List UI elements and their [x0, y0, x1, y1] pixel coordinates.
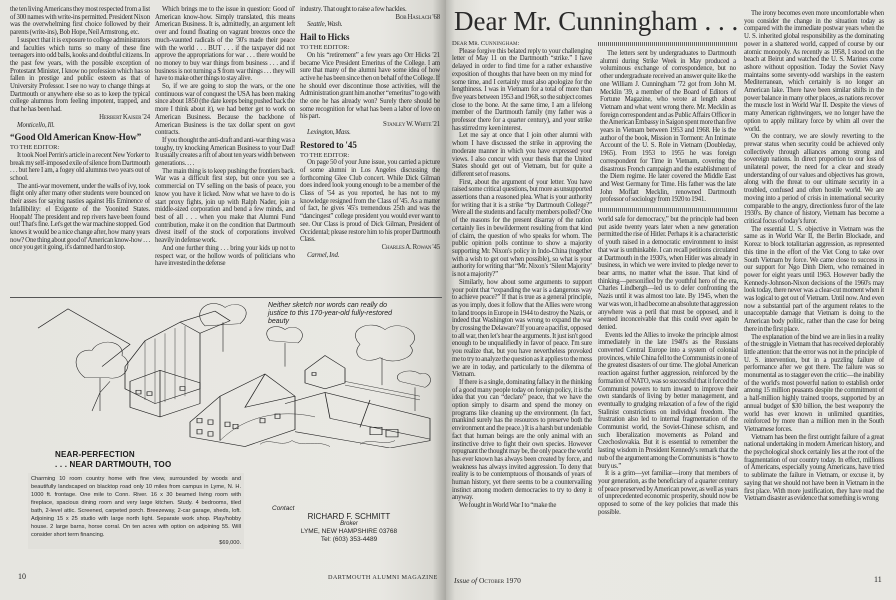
article-paragraph: The essential U. S. objective in Vietnam was the same as in World War II, the Berlin Blockade, and Korea: to block totalitarian aggression, as represented this time in the effort of the Viet Cong to take over South Vietnam by force. We came close to success in our support for Ngo Dinh Diem, who remained in power for eight years until 1963. However badly the Kennedy-Johnson-Nixon decisions of the 1960's may look today, there never was a clear-cut moment when it was logical to get out of Vietnam. Until now. And even now a substantial part of the argument relates to the unacceptable damage that Vietnam is doing to the American body politic, rather than the case for being there in the first place.: [744, 225, 884, 333]
ad-headline: [55, 450, 171, 469]
main-house: [190, 374, 295, 447]
article-paragraph: We fought in World War I to “make the: [459, 502, 557, 510]
page-number-right: 11: [874, 575, 882, 584]
article-paragraph: First, about the argument of your letter. You have raised some critical questions, but more as unsupported assertions than a reasoned plea. What is your authority for writing that it is a strike “by Dartmouth College?” Were all the students and faculty members polled? One of the reasons for the present disarray of the nation certainly lies in bewilderment resulting from that kind of claim, the question of who speaks for whom. The public opinion polls continue to show a majority supporting Mr. Nixon's policy in Indo-China (together with a wish to get out when possible), so what is your authority for writing that “Mr. Nixon's ‘Silent Majority’ is not a majority?”: [452, 178, 592, 279]
ad-body-text: Charming 10 room country home with fine view, surrounded by woods and beautifully landscaped on blacktop road only 10 miles from campus in Lyme, N. H. 1000 ft. frontage. One mile to Conn. River. 16 x 30 beamed living room with fireplace, spacious dining room and very large kitchen. Study. 4 bedrooms, tiled bath, 2-level attic. Screened, carpeted porch. Breezeway, 2-car garage, sheds, loft. Adjoining 15 x 25 studio with large north light. Separate work shop. Play/hobby house. 2 large barns, horse corral. On ten acres with option on adjoining 55. Will consider short term financing.: [31, 476, 241, 538]
left-page: [0, 0, 446, 600]
contact-label: Contact: [272, 505, 295, 512]
letter-paragraph: industry. That ought to raise a few hackles.: [300, 6, 407, 13]
letter-place: Carmel, Ind.: [307, 251, 340, 259]
salutation: Dear Mr. Cunningham:: [452, 40, 520, 47]
editor-intro-box: [598, 42, 738, 212]
right-page: [446, 0, 896, 600]
ad-tagline: Neither sketch nor words can really do justice to this 170-year-old fully-restored beauty: [268, 302, 392, 325]
letter-heading: Hail to Hicks: [300, 32, 350, 43]
article-paragraph: Similarly, how about some arguments to support your point that “expanding the war is a dangerous way to achieve peace?” If that is true as a general principle, as you imply, does it follow that the Allies were wrong to land troops in Europe in 1944 to destroy the Nazis, or indeed that Washington was wrong to expand the war by crossing the Delaware? If you are a pacifist, opposed to all war, then let's hear the arguments. It just isn't good enough to be unqualifiedly in favor of peace. I'm sure you realize that, but you have nevertheless provoked me to try to analyze the question as it applies to the mess we are in today, and particularly to the dilemma of Vietnam.: [452, 278, 592, 379]
letter-paragraph: If you thought the anti-draft and anti-war thing was a toughy, try knocking American Business to your Dad! It usually creates a rift of about ten years width between generations. . . .: [155, 136, 295, 168]
letter-signature: Stanley W. White '21: [382, 121, 440, 129]
intro-text: The letters sent by undergraduates to Dartmouth alumni during Strike Week in May produced a voluminous exchange of correspondence, but no other undergraduate received an answer quite like the one William J. Cunningham '72 got from John M. Mecklin '39, a member of the Board of Editors of Fortune Magazine, who wrote at length about Vietnam and what went wrong there. Mr. Mecklin as foreign correspondent and as Public Affairs Officer in the American Embassy in Saigon spent more than five years in Vietnam between 1953 and 1968. He is the author of the book, Mission in Torment: An Intimate Account of the U. S. Role in Vietnam (Doubleday, 1965). From 1953 to 1955 he was foreign correspondent for Time in Vietnam, covering the disastrous French campaign and the establishment of the Diem regime. He later covered the Middle East and West Germany for Time. His father was the late John Moffatt Mecklin, renowned Dartmouth professor of sociology from 1920 to 1941.: [600, 50, 736, 204]
page-number-left: 10: [18, 572, 26, 581]
letters-column-1: [10, 6, 150, 293]
letter-paragraph: the ten living Americans they most respected from a list of 300 names with write-ins permitted. President Nixon was the overwhelming first choice followed by their parents (write-ins), Bob Hope, Neil Armstrong, etc.: [10, 6, 150, 37]
letter-paragraph: The main thing is to keep pushing the frontiers back. War was a difficult first step, but once you see a commercial on TV selling on the basis of peace, you know you have it licked. Now what we have to do is start proxy fights, join up with Ralph Nader, join a middle-sized corporation and bend a few minds, and best of all . . . when you make that Alumni Fund contribution, make it on the condition that Dartmouth divest itself of the stock of corporations involved heavily in defense work.: [155, 167, 295, 245]
article-column-b: [598, 42, 738, 570]
ad-description: [28, 473, 244, 549]
article-column-c: [744, 10, 884, 570]
box-top-rule: [598, 42, 738, 46]
broker-title: Broker: [340, 521, 358, 527]
article-title: Dear Mr. Cunningham . . .: [454, 6, 739, 36]
article-paragraph: world safe for democracy,” but the principle had been put aside twenty years later when a new generation permitted the rise of Hitler. Perhaps it is a characteristic of youth raised in a democratic environment to insist that war is unthinkable. I can recall petitions circulated at Dartmouth in the 1930's, when Hitler was already in business, in which we were invited to pledge never to bear arms, no matter what the issue. That kind of thinking—personified by the youthful hero of the era, Charles Lindbergh—led us to defer confronting the Nazis until it was almost too late. By 1945, when the war was won, it had become an absolute that aggression anywhere was a peril that must be opposed, and it seemed inconceivable that this could ever again be denied.: [598, 216, 738, 331]
ell-and-garage: [285, 393, 430, 449]
ad-price: $69,000.: [219, 540, 241, 546]
article-paragraph: Let me say at once that I join other alumni with whom I have discussed the strike in approving the moderate manner in which you have expressed your views. I also concur with your thesis that the United States should get out of Vietnam, but for quite a different set of reasons.: [452, 132, 592, 178]
letter-heading: Restored to '45: [300, 139, 357, 150]
issue-label: Issue of: [454, 576, 478, 585]
article-paragraph: Events led the Allies to invoke the principle almost immediately in the late 1940's as the Russians converted Central Europe into a system of colonial provinces, while China fell to the Communists in one of the greatest disasters of our time. The global American reaction against further aggression, reinforced by the formation of NATO, was so successful that it forced the Communist powers to turn inward to improve their own standards of living by better management, and eventually to grudging relaxation of a few of the rigid Stalinist constrictions on individual freedom. The frustration also led to internal fragmentation of the Communist world, the Soviet-Chinese schism, and such liberalization movements as Poland and Czechoslovakia. But it is essential to remember the lasting wisdom in President Kennedy's remark that the nub of the argument among the Communists is “how to bury us.”: [598, 331, 738, 470]
issue-date-foot: [454, 576, 521, 585]
article-paragraph: The irony becomes even more uncomfortable when you consider the change in the situation today as compared with the immediate postwar years when the U. S. inherited global responsibility as the dominating power in a shattered world, capped of course by our atomic monopoly. As recently as 1958, I stood on the beach at Beirut and watched the U. S. Marines come ashore without opposition. Today the Soviet Navy maintains some seventy-odd warships in the eastern Mediterranean, which certainly is no longer an American lake. There have been similar shifts in the power balance in many other places, as nations recover the muscle lost in World War II. Despite the views of many American rightwingers, we no longer have the option to apply military force by whim all over the world.: [744, 10, 884, 133]
ad-divider: [10, 297, 442, 298]
to-the-editor-label: TO THE EDITOR:: [300, 151, 350, 159]
running-foot: DARTMOUTH ALUMNI MAGAZINE: [328, 574, 438, 581]
letter-place: Monticello, Ill.: [17, 121, 55, 129]
article-paragraph: If there is a single, dominating fallacy in the thinking of a good many people today on foreign policy, it is the idea that you can “declare” peace, that we have the option simply to disarm and spend the money on programs like cleaning up the environment. (In fact, mankind surely has the resources to preserve both the environment and the peace.) It is a harsh but undeniable fact that human beings are the only animal with an instinctive drive to fight their own species. However repugnant the thought may be, the only peace the world has ever known has always been created by force, and weakness has always invited aggression. To deny that reality is to be contemptuous of thousands of years of human history, yet there seems to be a countervailing instinct among modern democracies to try to deny it anyway.: [452, 378, 592, 502]
letter-paragraph: And one further thing . . . bring your kids up not to respect war, or the hollow words of politicians who have invested in the defense: [155, 244, 295, 268]
article-paragraph: The explanation of the bind we are in lies in a reality of the struggle in Vietnam that has received deplorably little attention: that the error was not in the principle of U. S. intervention, but in a puzzling failure of performance after we got there. The failure was so monumental as to stagger even the critic—the inability of the world's most powerful nation to establish order among 15 million peasants despite the commitment of a half-million highly trained troops, supported by an annual budget of $30 billion, the best weaponry the world has ever known in unlimited quantities, reinforced by more than a million men in the South Vietnamese forces.: [744, 333, 884, 433]
broker-name: RICHARD F. SCHMITT: [307, 512, 391, 521]
to-the-editor-label: TO THE EDITOR:: [300, 44, 350, 52]
letter-signature: Bob Haslach '68: [395, 13, 440, 21]
letter-paragraph: I suspect that it is exposure to college administrators and faculties which turns so many of these fine teenagers into odd balls, kooks and doubtful citizens. In the past few years, with the possible exception of Protestant Minister, I know no profession which has so fallen in prestige and public esteem as that of University Professor. I see no way to change things at Dartmouth or anywhere else so as to keep the typical college alumnus from feeling impotent, trapped, and that he has been had.: [10, 36, 150, 114]
letter-place: Seattle, Wash.: [307, 21, 343, 29]
letter-paragraph: The anti-war movement, under the walls of ivy, took flight only after many other students were bounced on their asses for saying nasties against His Eminence of Infallibility: el Exigente of the Yoonited States. Hoopah! The president and rep rivers have been found out! That's fine. Let's get the war machine stopped. God knows it would be a nice change after, how many years now? One thing about good ol' American know-how . . . once you get it going, it's damned hard to stop.: [10, 182, 150, 252]
broker-address: LYME, NEW HAMPSHIRE 03768: [300, 528, 398, 535]
issue-date: October 1970: [479, 576, 521, 585]
letters-column-2: [155, 6, 295, 293]
letter-paragraph: So, if we are going to stop the wars, or the one continuous war of conquest the USA has been making since about 1850 (the date keeps being pushed back the more I think about it), we had better get to work on American Business. Because the backbone of American Business is the tax dollar spent on govt contracts.: [155, 83, 295, 137]
broker-phone: Tel: (603) 353-4489: [320, 535, 378, 543]
letters-column-3: [300, 6, 440, 293]
article-column-a: [452, 40, 592, 570]
ad-contact-block: [260, 505, 420, 543]
letter-paragraph: On his “retirement” a few years ago Orr Hicks '21 became Vice President Emeritus of the College. I am sure that many of the alumni have some idea of how active he has been since then on behalf of the College. If he should ever discontinue those activities, will the Administration grant him another “emeritus” to go with the one he has already won? Surely there should be some recognition for what has been a labor of love on his part.: [300, 51, 440, 121]
letter-heading: “Good Old American Know-How”: [10, 132, 142, 143]
article-paragraph: Please forgive this belated reply to your challenging letter of May 11 on the Dartmouth “strike.” I have delayed in order to find time for a rather exhaustive exposition of thoughts that have been on my mind for some time, and I certainly must also apologize for the lengthiness. I was in Vietnam for a total of more than five years between 1953 and 1968, so the subject comes close to the bone. At the same time, I am a lifelong member of the Dartmouth family (my father was a professor there for a quarter century), and your strike has stirred my keen interest.: [452, 47, 592, 132]
letter-paragraph: Which brings me to the issue in question: Good ol' American know-how. Simply translated, this means American Business. It is, admittedly, an argument left over and found floating on vagrant breezes once the much-vaunted radicals of the '30's made their peace with the world . . . BUT . . . if the taxpayer did not approve the appropriations for war . . . there would be no money to buy war things from business . . . and if business is not turning a $ from war things . . . they will have to make other things to stay alive.: [155, 6, 295, 83]
letter-paragraph: It took Noel Perrin's article in a recent New Yorker to break my self-imposed exile of silence from Dartmouth . . . but here I am, a fogey old alumnus two years out of school.: [10, 151, 150, 183]
article-paragraph: On the contrary, we are slowly reverting to the prewar status when security could be achieved only collectively through alliances among strong and sovereign nations. In direct proportion to our loss of unilateral power, the need for a clear and steady understanding of our values and objectives has grown, along with the threat to our ultimate security in a troubled, confused and often hostile world. We are moving into a period of crisis in international security comparable to the angry, directionless furor of the late 1930's. By chance of history, Vietnam has become a critical focus of today's furor.: [744, 133, 884, 225]
letter-place: Lexington, Mass.: [307, 128, 351, 136]
letter-signature: Herbert Kaiser '24: [99, 113, 150, 121]
play-house: [305, 356, 345, 389]
letter-paragraph: On page 50 of your June issue, you carried a picture of some alumni in Los Angeles discussing the forthcoming Glee Club concert. While Dick Gilman does indeed look young enough to be a member of the Class of '54 as you reported, he has not to my knowledge resigned from the Class of '45. As a matter of fact, he gives '45's tremendous 25th and was the “dancingest” college president you would ever want to see. Our Class is proud of Dick Gilman, President of Occidental; please restore him to his proper Dartmouth Class.: [300, 159, 440, 244]
article-paragraph: Vietnam has been the first outright failure of a great national undertaking in modern American history, and the psychological shock certainly lies at the root of the fragmentation of our country today. In effect, millions of Americans, especially young Americans, have tried to sublimate the failure in Vietnam, or excuse it, by saying that we should not have been in Vietnam in the first place. With more justification, they have read the Vietnam disaster as evidence that something is wrong: [744, 433, 884, 503]
to-the-editor-label: TO THE EDITOR:: [10, 144, 60, 152]
article-paragraph: It is a grim—yet familiar—irony that members of your generation, as the beneficiary of a quarter century of peace preserved by American power, as well as years of unprecedented economic prosperity, should now be opposed to some of the key policies that made this possible.: [598, 470, 738, 516]
ad-headline-line-1: NEAR-PERFECTION: [55, 450, 135, 459]
letter-signature: Charles A. Rowan '45: [381, 243, 440, 251]
shed-roof: [38, 309, 130, 367]
box-bottom-rule: [598, 208, 738, 212]
ad-headline-line-2: . . . NEAR DARTMOUTH, TOO: [55, 459, 172, 469]
